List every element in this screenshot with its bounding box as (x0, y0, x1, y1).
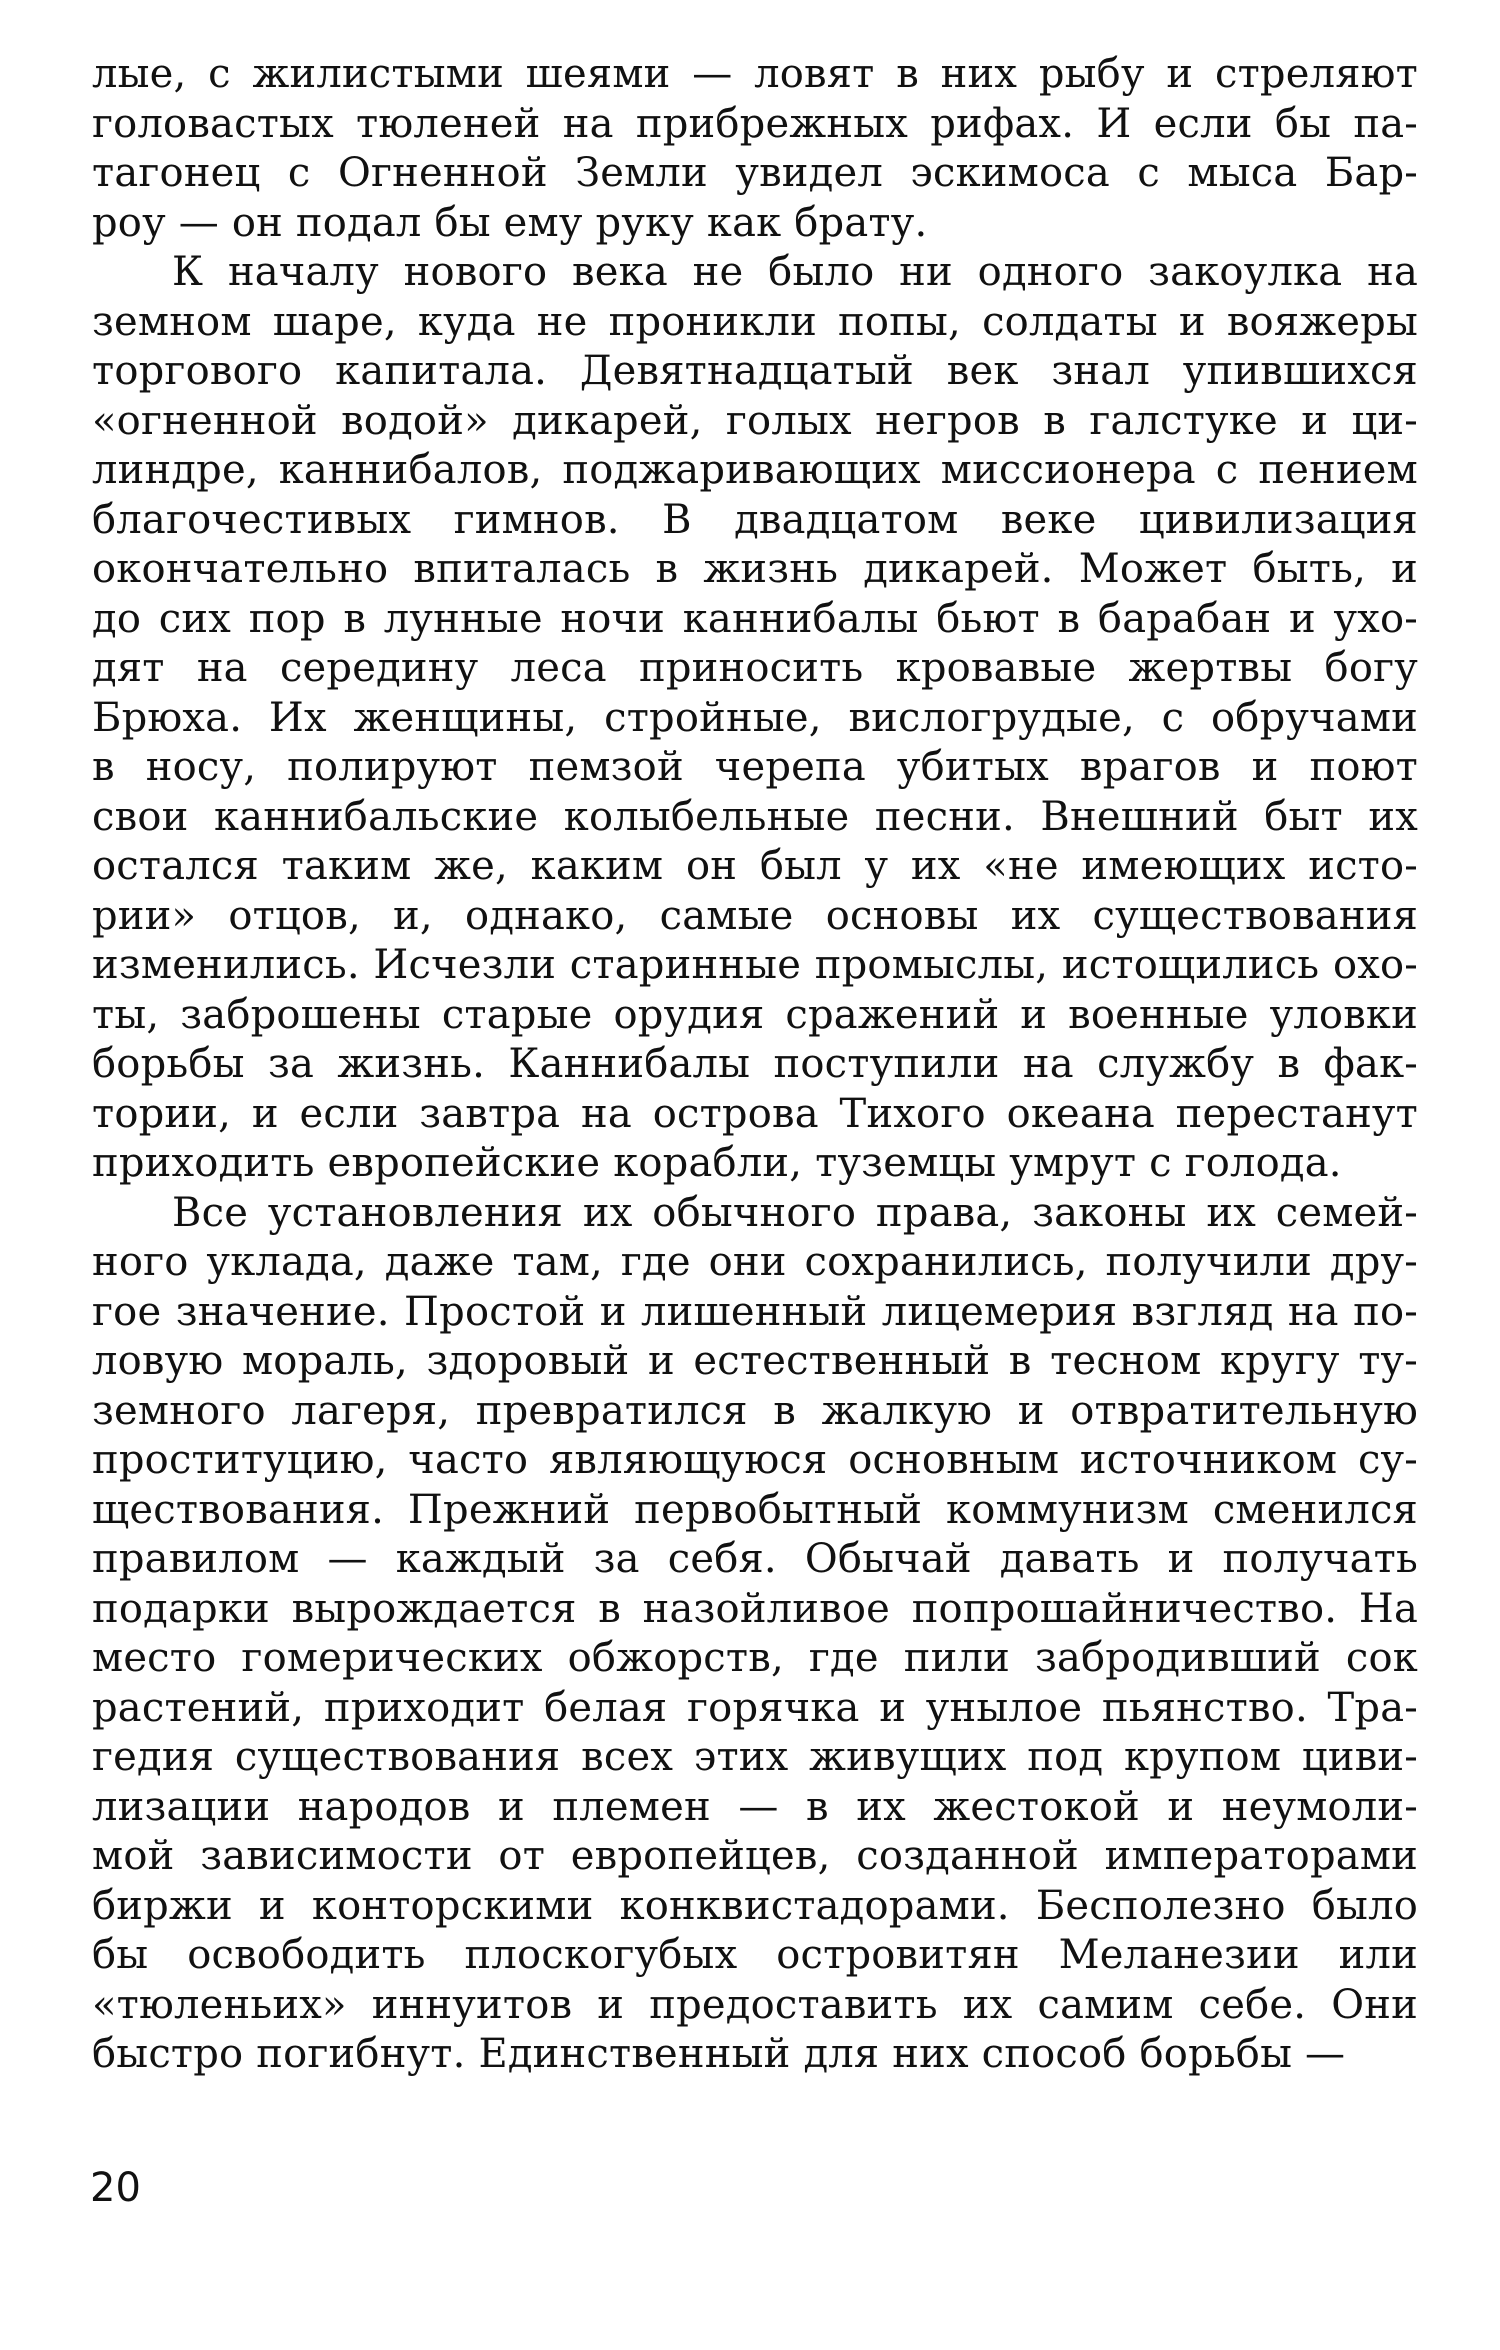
text-line: бы освободить плоскогубых островитян Меланезии или (92, 1932, 1418, 1978)
text-line: гое значение. Простой и лишенный лицемерия взгляд на по- (92, 1288, 1418, 1335)
text-line: «тюленьих» иннуитов и предоставить их самим себе. Они (92, 1981, 1418, 2028)
text-line: торгового капитала. Девятнадцатый век знал упившихся (92, 348, 1418, 394)
text-line: роу — он подал бы ему руку как брату. (92, 199, 928, 246)
text-line: быстро погибнут. Единственный для них способ борьбы — (92, 2031, 1346, 2077)
text-line: борьбы за жизнь. Каннибалы поступили на службу в фак- (92, 1041, 1418, 1087)
text-line: проституцию, часто являющуюся основным источником су- (92, 1437, 1418, 1483)
text-line: остался таким же, каким он был у их «не имеющих исто- (92, 843, 1418, 889)
text-line: в носу, полируют пемзой черепа убитых врагов и поют (92, 744, 1418, 790)
text-line: Брюха. Их женщины, стройные, вислогрудые, с обручами (92, 694, 1418, 741)
text-line: растений, приходит белая горячка и унылое пьянство. Тра- (92, 1684, 1418, 1731)
text-line: ного уклада, даже там, где они сохранились, получили дру- (92, 1239, 1418, 1285)
text-line: тагонец с Огненной Земли увидел эскимоса с мыса Бар- (92, 150, 1418, 196)
text-line: К началу нового века не было ни одного закоулка на (172, 249, 1418, 295)
text-line: благочестивых гимнов. В двадцатом веке цивилизация (92, 496, 1418, 543)
text-line: ществования. Прежний первобытный коммунизм сменился (92, 1486, 1418, 1533)
text-line: место гомерических обжорств, где пили забродивший сок (92, 1635, 1418, 1681)
paragraph (92, 248, 1418, 1189)
text-line: рии» отцов, и, однако, самые основы их существования (92, 892, 1418, 939)
text-line: дят на середину леса приносить кровавые жертвы богу (92, 645, 1418, 691)
text-line: земного лагеря, превратился в жалкую и отвратительную (92, 1387, 1418, 1434)
text-line: до сих пор в лунные ночи каннибалы бьют в барабан и ухо- (92, 595, 1418, 642)
text-line: правилом — каждый за себя. Обычай давать и получать (92, 1536, 1418, 1582)
paragraph (92, 50, 1418, 248)
text-line: гедия существования всех этих живущих под крупом циви- (92, 1734, 1418, 1780)
text-line: земном шаре, куда не проникли попы, солдаты и вояжеры (92, 298, 1418, 345)
text-line: подарки вырождается в назойливое попрошайничество. На (92, 1585, 1418, 1632)
text-line: ловую мораль, здоровый и естественный в тесном кругу ту- (92, 1338, 1418, 1384)
text-line: головастых тюленей на прибрежных рифах. И если бы па- (92, 100, 1418, 147)
text-line: лизации народов и племен — в их жестокой и неумоли- (92, 1783, 1418, 1830)
text-line: тории, и если завтра на острова Тихого океана перестанут (92, 1090, 1418, 1137)
text-line: приходить европейские корабли, туземцы умрут с голода. (92, 1140, 1342, 1186)
page-number: 20 (90, 2165, 141, 2211)
text-line: «огненной водой» дикарей, голых негров в галстуке и ци- (92, 397, 1418, 444)
text-line: свои каннибальские колыбельные песни. Внешний быт их (92, 793, 1418, 840)
text-line: линдре, каннибалов, поджаривающих миссионера с пением (92, 447, 1418, 493)
paragraph (92, 1189, 1418, 2080)
text-line: ты, заброшены старые орудия сражений и военные уловки (92, 991, 1418, 1038)
body-text (92, 50, 1418, 2080)
text-line: Все установления их обычного права, законы их семей- (172, 1189, 1418, 1236)
text-line: лые, с жилистыми шеями — ловят в них рыбу и стреляют (92, 51, 1418, 97)
text-line: биржи и конторскими конквистадорами. Бесполезно было (92, 1882, 1418, 1929)
text-line: окончательно впиталась в жизнь дикарей. Может быть, и (92, 546, 1418, 592)
text-line: изменились. Исчезли старинные промыслы, истощились охо- (92, 942, 1418, 988)
text-line: мой зависимости от европейцев, созданной императорами (92, 1833, 1418, 1879)
